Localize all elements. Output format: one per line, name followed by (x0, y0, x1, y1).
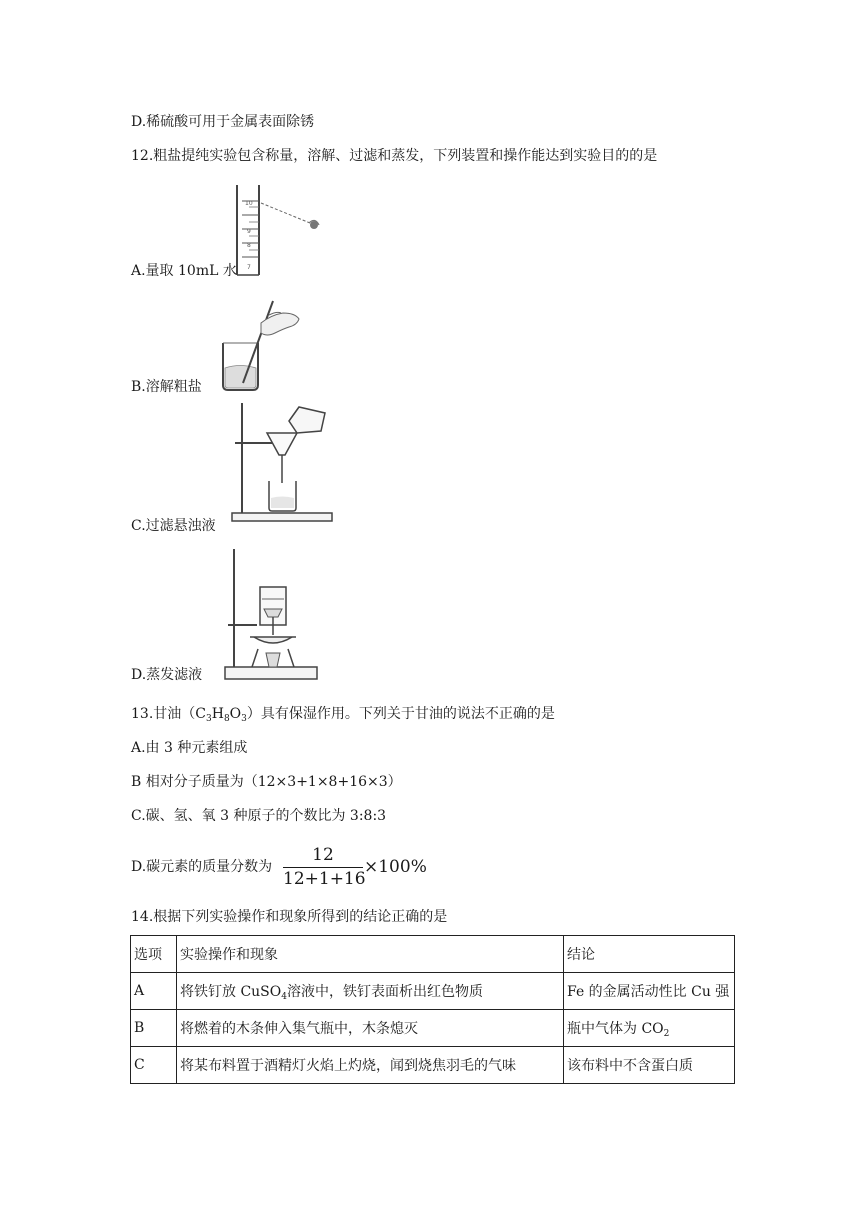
cyl-tick-7: 7 (247, 264, 251, 271)
row-b-concl-prefix: 瓶中气体为 CO (567, 1020, 664, 1037)
fraction-bar (283, 867, 363, 868)
table-row (131, 1010, 735, 1047)
row-a-conclusion: Fe 的金属活动性比 Cu 强 (564, 973, 735, 1010)
cyl-tick-8: 8 (247, 242, 251, 249)
q11-option-d: D.稀硫酸可用于金属表面除锈 (131, 114, 315, 130)
header-conclusion: 结论 (564, 936, 735, 973)
q13-option-d-prefix: D.碳元素的质量分数为 (131, 859, 273, 875)
header-option: 选项 (131, 936, 177, 973)
row-a-option: A (131, 973, 177, 1010)
figure-beaker-glass-rod (213, 293, 313, 393)
row-b-concl-sub: 2 (663, 1028, 670, 1039)
fraction-denominator: 12+1+16 (283, 869, 366, 889)
table-header-row (131, 936, 735, 973)
row-b-conclusion (564, 1010, 735, 1047)
table-row (131, 973, 735, 1010)
figure-filtration-setup (227, 403, 337, 533)
q13-stem (131, 705, 555, 728)
row-b-option: B (131, 1010, 177, 1047)
row-a-op-suffix: 溶液中，铁钉表面析出红色物质 (286, 983, 483, 1000)
row-a-op-sub: 4 (281, 991, 287, 1002)
cyl-tick-9: 9 (247, 228, 251, 235)
q14-table (130, 935, 735, 1084)
q13-h: H (211, 706, 224, 722)
q13-stem-prefix: 13.甘油（C (131, 706, 206, 722)
q13-o: O (229, 706, 242, 722)
row-c-operation: 将某布料置于酒精灯火焰上灼烧，闻到烧焦羽毛的气味 (177, 1047, 564, 1084)
q13-option-a: A.由 3 种元素组成 (131, 740, 248, 756)
table-row (131, 1047, 735, 1084)
row-a-op-prefix: 将铁钉放 CuSO (180, 983, 282, 1000)
q12-option-b: B.溶解粗盐 (131, 379, 202, 395)
cyl-tick-10: 10 (245, 200, 253, 207)
row-c-option: C (131, 1047, 177, 1084)
q12-stem: 12.粗盐提纯实验包含称量，溶解、过滤和蒸发，下列装置和操作能达到实验目的的是 (131, 148, 658, 164)
q12-option-d: D.蒸发滤液 (131, 667, 203, 683)
q13-option-c: C.碳、氢、氧 3 种原子的个数比为 3:8:3 (131, 808, 387, 824)
q14-stem: 14.根据下列实验操作和现象所得到的结论正确的是 (131, 909, 448, 925)
q13-sub-c: 3 (205, 714, 212, 724)
figure-measuring-cylinder (225, 183, 330, 278)
figure-evaporation-setup (222, 547, 322, 687)
q13-sub-h: 8 (223, 714, 230, 724)
q13-stem-suffix: ）具有保湿作用。下列关于甘油的说法不正确的是 (246, 706, 555, 722)
mass-fraction-formula (283, 845, 366, 889)
q13-option-b: B 相对分子质量为（12×3+1×8+16×3） (131, 774, 402, 790)
row-a-operation (177, 973, 564, 1010)
q13-sub-o: 3 (241, 714, 247, 724)
fraction-suffix: ×100% (364, 857, 427, 877)
q12-option-a: A.量取 10mL 水 (131, 263, 237, 279)
fraction-numerator: 12 (312, 845, 334, 865)
row-c-conclusion: 该布料中不含蛋白质 (564, 1047, 735, 1084)
row-b-operation: 将燃着的木条伸入集气瓶中，木条熄灭 (177, 1010, 564, 1047)
q12-option-c: C.过滤悬浊液 (131, 518, 216, 534)
header-operation: 实验操作和现象 (177, 936, 564, 973)
